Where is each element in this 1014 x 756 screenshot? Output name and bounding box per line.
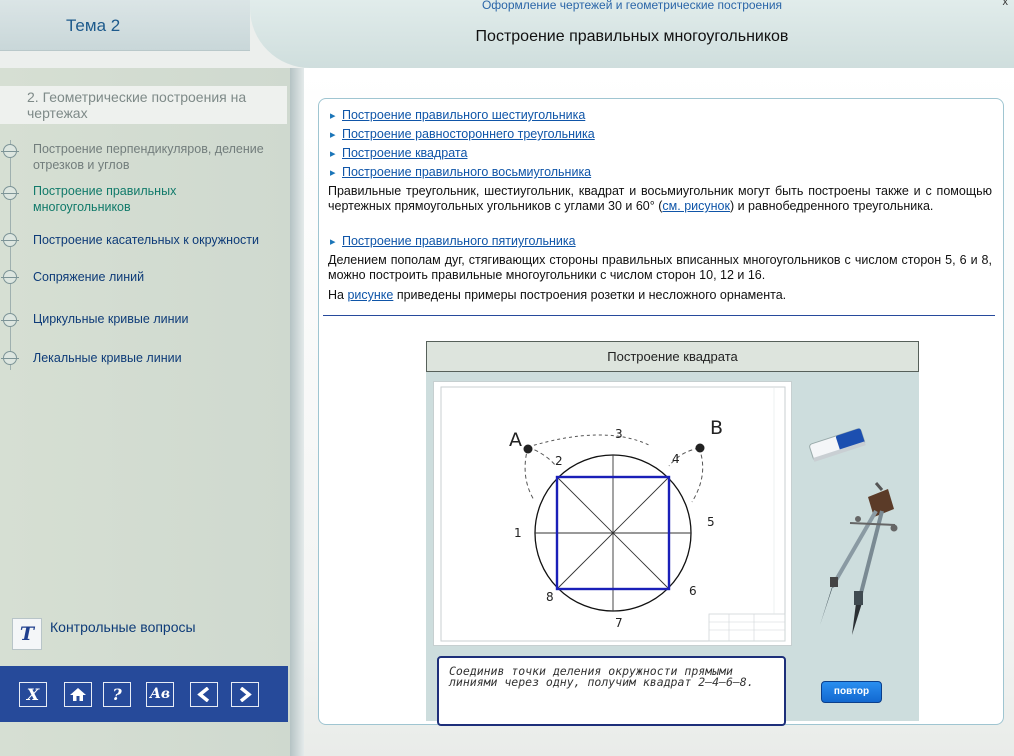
point-a-marker — [524, 445, 533, 454]
sidebar-divider — [290, 68, 304, 756]
paragraph-ornament — [328, 288, 992, 303]
back-button[interactable] — [190, 682, 218, 707]
exit-button[interactable]: X — [19, 682, 47, 707]
nav-bullet-icon — [3, 186, 17, 200]
label-num-7: 7 — [615, 616, 623, 630]
help-button[interactable]: ? — [103, 682, 131, 707]
sidebar-item-label: Построение касательных к окружности — [33, 233, 259, 247]
nav-bullet-icon — [3, 313, 17, 327]
link-triangle[interactable]: ▸ Построение равностороннего треугольника — [330, 127, 595, 141]
nav-bullet-icon — [3, 233, 17, 247]
sidebar-section-title — [0, 86, 287, 124]
arrow-right-icon — [236, 687, 254, 702]
link-hexagon[interactable]: ▸ Построение правильного шестиугольника — [330, 108, 585, 122]
label-num-6: 6 — [689, 584, 697, 598]
home-button[interactable] — [64, 682, 92, 707]
label-point-b: B — [710, 417, 724, 439]
test-icon: T — [12, 618, 42, 650]
link-pentagon[interactable]: ▸ Построение правильного пятиугольника — [330, 234, 576, 248]
construction-drawing — [433, 381, 792, 646]
eraser-icon — [806, 424, 868, 464]
sidebar-section-label: 2. Геометрические построения на чертежах — [27, 89, 247, 121]
sidebar-item-polygons[interactable] — [0, 183, 286, 217]
sidebar-item-label: Построение перпендикуляров, деление отрезков и углов — [33, 142, 264, 172]
nav-bullet-icon — [3, 144, 17, 158]
paragraph-triangles — [328, 184, 992, 214]
home-icon — [69, 687, 87, 702]
paragraph-text: ) и равнобедренного треугольника. — [729, 199, 934, 213]
page-title: Построение правильных многоугольников — [475, 28, 789, 45]
glossary-button[interactable]: Aв — [146, 682, 174, 707]
point-b-marker — [696, 444, 705, 453]
header — [250, 0, 1014, 68]
sidebar-item-label: Сопряжение линий — [33, 270, 145, 284]
sidebar-item-label: Построение правильных многоугольников — [33, 184, 177, 214]
link-square[interactable]: ▸ Построение квадрата — [330, 146, 467, 160]
arrow-left-icon — [195, 687, 213, 702]
topic-label: Тема 2 — [66, 16, 121, 35]
sidebar-item-label: Циркульные кривые линии — [33, 312, 189, 326]
sidebar-item-tangents[interactable] — [0, 232, 286, 250]
label-point-a: A — [509, 429, 522, 451]
bottom-toolbar — [0, 666, 288, 722]
label-num-8: 8 — [546, 590, 554, 604]
label-num-4: 4 — [672, 452, 680, 466]
sidebar-item-conjugation[interactable] — [0, 269, 286, 287]
label-num-1: 1 — [514, 526, 522, 540]
paragraph-text: Правильные треугольник, шестиугольник, квадрат и восьмиугольник могут быть построены также и с помощью чертежных прямоугольных угольников с углами 30 и 60° ( — [328, 184, 992, 213]
sidebar-item-perpendiculars[interactable] — [0, 141, 286, 175]
paragraph-arcs: Делением пополам дуг, стягивающих стороны правильных вписанных многоугольников с числом сторон 5, 6 и 8, можно построить правильные многоугольники с числом сторон 10, 12 и 16. — [328, 253, 992, 282]
sidebar-item-label: Лекальные кривые линии — [33, 351, 182, 365]
label-num-3: 3 — [615, 427, 623, 441]
sidebar-item-pattern-curves[interactable] — [0, 350, 286, 368]
demo-title: Построение квадрата — [426, 341, 919, 372]
label-num-5: 5 — [707, 515, 715, 529]
ornament-link[interactable]: рисунке — [347, 288, 394, 302]
course-subtitle: Оформление чертежей и геометрические построения — [481, 0, 783, 12]
label-num-2: 2 — [555, 454, 563, 468]
sidebar-item-compass-curves[interactable] — [0, 311, 286, 329]
link-octagon[interactable]: ▸ Построение правильного восьмиугольника — [330, 165, 591, 179]
control-questions-link[interactable] — [0, 610, 287, 650]
control-questions-label: Контрольные вопросы — [50, 619, 196, 635]
compass-icon — [810, 475, 910, 640]
figure-link[interactable]: см. рисунок — [662, 199, 730, 213]
window-close-button[interactable]: х — [1002, 0, 1008, 8]
nav-bullet-icon — [3, 351, 17, 365]
square-construction-svg — [434, 382, 791, 645]
step-caption-text: Соединив точки деления окружности прямыми линиями через одну, получим квадрат 2—4—6—8. — [449, 664, 754, 689]
nav-bullet-icon — [3, 270, 17, 284]
topic-tab — [0, 0, 250, 51]
step-caption — [437, 656, 786, 726]
forward-button[interactable] — [231, 682, 259, 707]
paragraph-text: На — [328, 288, 348, 302]
paragraph-text: приведены примеры построения розетки и несложного орнамента. — [393, 288, 787, 302]
divider — [323, 315, 995, 316]
repeat-button[interactable]: повтор — [821, 681, 882, 703]
